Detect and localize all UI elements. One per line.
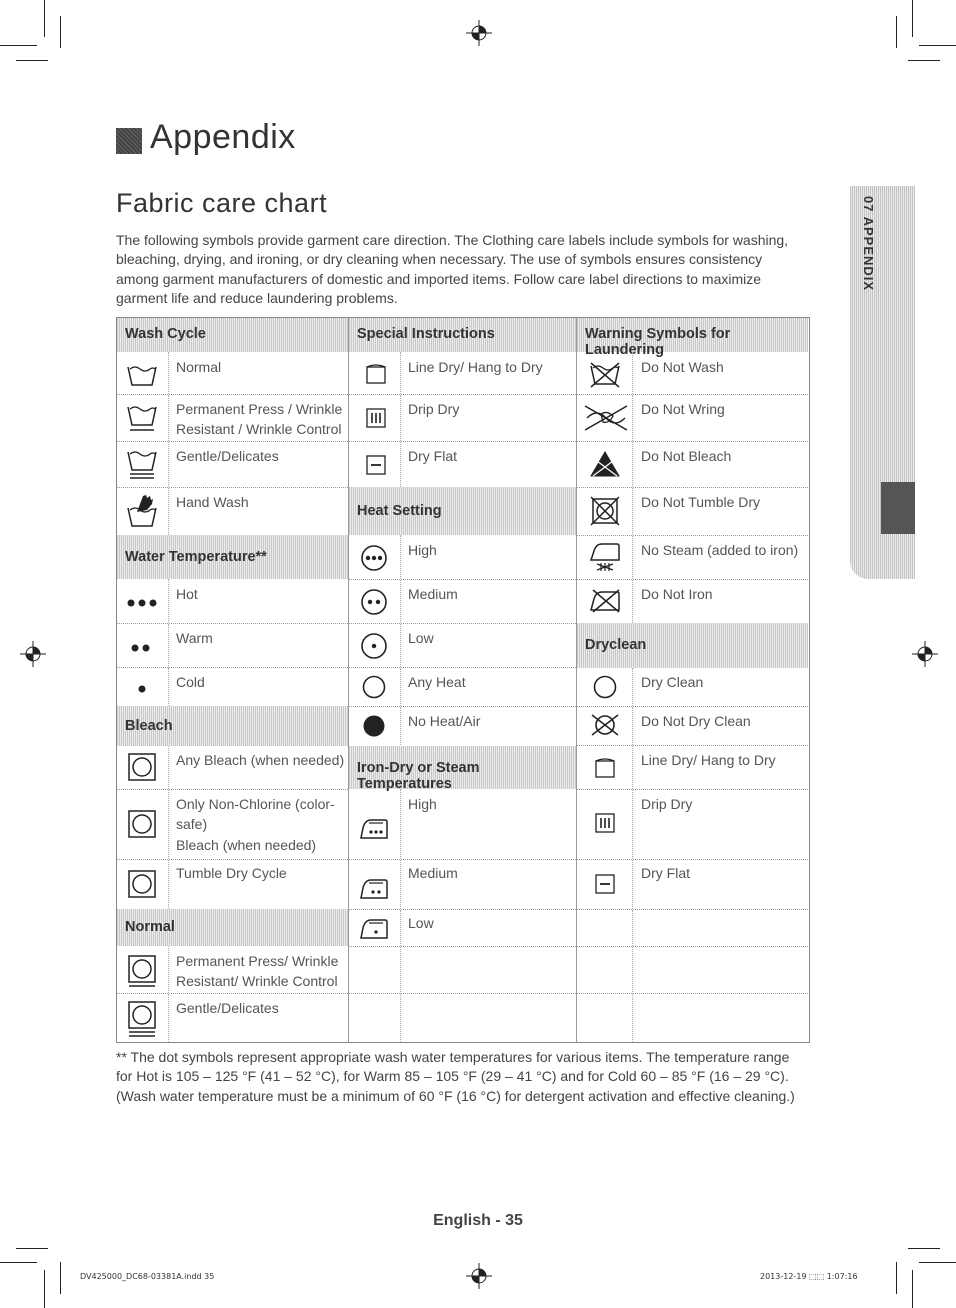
section-title: Fabric care chart [116,188,328,218]
dryclean-dry-flat-label: Dry Flat [641,865,690,881]
normal-header: Normal [117,909,348,946]
do-not-tumble-dry-label: Do Not Tumble Dry [641,494,761,510]
heat-setting-header: Heat Setting [349,487,576,535]
no-steam-icon [589,542,621,572]
special-line-dry-label: Line Dry/ Hang to Dry [408,359,543,375]
line-dry-icon [595,758,615,778]
crop-mark [912,0,913,37]
normal-permanent-press-label: Permanent Press/ Wrinkle Resistant/ Wrinkle Control [176,953,339,989]
print-file-info: DV425000_DC68-03381A.indd 35 [80,1272,215,1281]
dry-clean-icon [593,675,617,699]
temperature-footnote: ** The dot symbols represent appropriate wash water temperatures for various items. The temperature range for Hot is 105 – 125 °F (41 – 52 °C), for Warm 85 – 105 °F (29 – 41 °C) and for Cold 60 – 85 °F (16 – 29 °C). (Wash water temperature must be a minimum of 60 °F (16 °C) for detergent activation and effective cleaning.) [116,1049,795,1104]
crop-mark [60,1262,61,1294]
circle-one-dot-icon [360,632,388,660]
iron-three-dots-icon [359,818,389,840]
wash-cycle-header: Wash Cycle [117,318,348,352]
two-dots-icon [131,643,151,653]
do-not-wash-label: Do Not Wash [641,359,724,375]
crop-mark [896,16,897,48]
do-not-wash-icon [589,362,621,388]
do-not-wring-icon [583,404,629,432]
heat-no-heat-label: No Heat/Air [408,713,481,729]
dry-flat-icon [366,455,386,475]
one-dot-icon [137,684,147,694]
drip-dry-icon [595,813,615,833]
special-instructions-header: Special Instructions [349,318,576,352]
crop-mark [0,45,37,46]
do-not-bleach-label: Do Not Bleach [641,448,732,464]
registration-mark-icon [20,641,46,667]
iron-one-dot-icon [359,918,389,940]
three-dots-icon [127,598,157,608]
tub-two-lines-icon [127,449,157,481]
tumble-square-two-lines-icon [128,1001,156,1037]
page-number: English - 35 [433,1212,523,1229]
dry-clean-label: Dry Clean [641,674,704,690]
tub-icon [127,364,157,386]
dryclean-line-dry-label: Line Dry/ Hang to Dry [641,752,776,768]
heat-low-label: Low [408,630,434,646]
crop-mark [908,1248,940,1249]
bleach-header: Bleach [117,706,348,746]
hand-wash-icon [127,492,157,528]
registration-mark-icon [466,1263,492,1289]
tumble-square-icon [128,870,156,898]
fabric-care-table [116,317,810,1043]
crop-mark [44,0,45,37]
section-bullet-icon [116,128,142,154]
tumble-square-icon [128,753,156,781]
crop-mark [908,60,940,61]
do-not-iron-icon [589,586,621,614]
line-dry-icon [366,364,386,384]
do-not-dry-clean-label: Do Not Dry Clean [641,713,751,729]
tumble-square-line-icon [128,955,156,987]
crop-mark [919,45,956,46]
dryclean-header: Dryclean [577,623,808,668]
normal-gentle-label: Gentle/Delicates [176,1000,279,1016]
crop-mark [60,16,61,48]
wash-gentle-label: Gentle/Delicates [176,448,279,464]
empty-circle-icon [362,675,386,699]
bleach-non-chlorine-label: Only Non-Chlorine (color-safe) [176,796,335,832]
iron-steam-header: Iron-Dry or Steam Temperatures [349,746,576,789]
heat-high-label: High [408,542,437,558]
filled-circle-icon [362,714,386,738]
tumble-dry-cycle-label: Tumble Dry Cycle [176,865,287,881]
do-not-tumble-dry-icon [591,497,619,525]
crop-mark [0,1262,37,1263]
heat-any-label: Any Heat [408,674,466,690]
wash-hand-wash-label: Hand Wash [176,494,249,510]
print-timestamp: 2013-12-19 ⬚⬚ 1:07:16 [760,1272,858,1281]
registration-mark-icon [912,641,938,667]
registration-mark-icon [466,20,492,46]
water-temperature-header: Water Temperature** [117,535,348,579]
bleach-any-label: Any Bleach (when needed) [176,752,345,768]
crop-mark [912,1270,913,1308]
iron-low-label: Low [408,915,434,931]
crop-mark [896,1262,897,1294]
warning-symbols-header: Warning Symbols for Laundering [577,318,808,352]
crop-mark [16,60,48,61]
bleach-non-chlorine-label-2: Bleach (when needed) [176,837,317,853]
crop-mark [44,1270,45,1308]
intro-paragraph: The following symbols provide garment care direction. The Clothing care labels include symbols for washing, bleaching, drying, and ironing, or dry cleaning when necessary. The use of symbols ensures consistency among garment manufacturers of domestic and imported items. Follow care label directions to maximize garment life and reduce laundering problems. [116,232,789,306]
do-not-iron-label: Do Not Iron [641,586,713,602]
iron-medium-label: Medium [408,865,458,881]
special-dry-flat-label: Dry Flat [408,448,457,464]
page-title: Appendix [150,118,296,156]
circle-three-dots-icon [360,544,388,572]
crop-mark [16,1248,48,1249]
no-steam-label: No Steam (added to iron) [641,542,799,558]
heat-medium-label: Medium [408,586,458,602]
do-not-bleach-icon [589,450,621,478]
dryclean-drip-dry-label: Drip Dry [641,796,693,812]
wash-permanent-press-label: Permanent Press / Wrinkle Resistant / Wrinkle Control [176,401,343,437]
wash-normal-label: Normal [176,359,222,375]
drip-dry-icon [366,408,386,428]
iron-high-label: High [408,796,437,812]
temp-hot-label: Hot [176,586,198,602]
special-drip-dry-label: Drip Dry [408,401,460,417]
side-tab-marker [881,482,915,534]
circle-two-dots-icon [360,588,388,616]
temp-warm-label: Warm [176,630,213,646]
tub-one-line-icon [127,404,157,432]
do-not-wring-label: Do Not Wring [641,401,725,417]
dry-flat-icon [595,874,615,894]
temp-cold-label: Cold [176,674,205,690]
side-tab-label: 07 APPENDIX [861,196,876,292]
tumble-square-icon [128,810,156,838]
iron-two-dots-icon [359,878,389,900]
crop-mark [919,1262,956,1263]
do-not-dry-clean-icon [589,712,621,738]
